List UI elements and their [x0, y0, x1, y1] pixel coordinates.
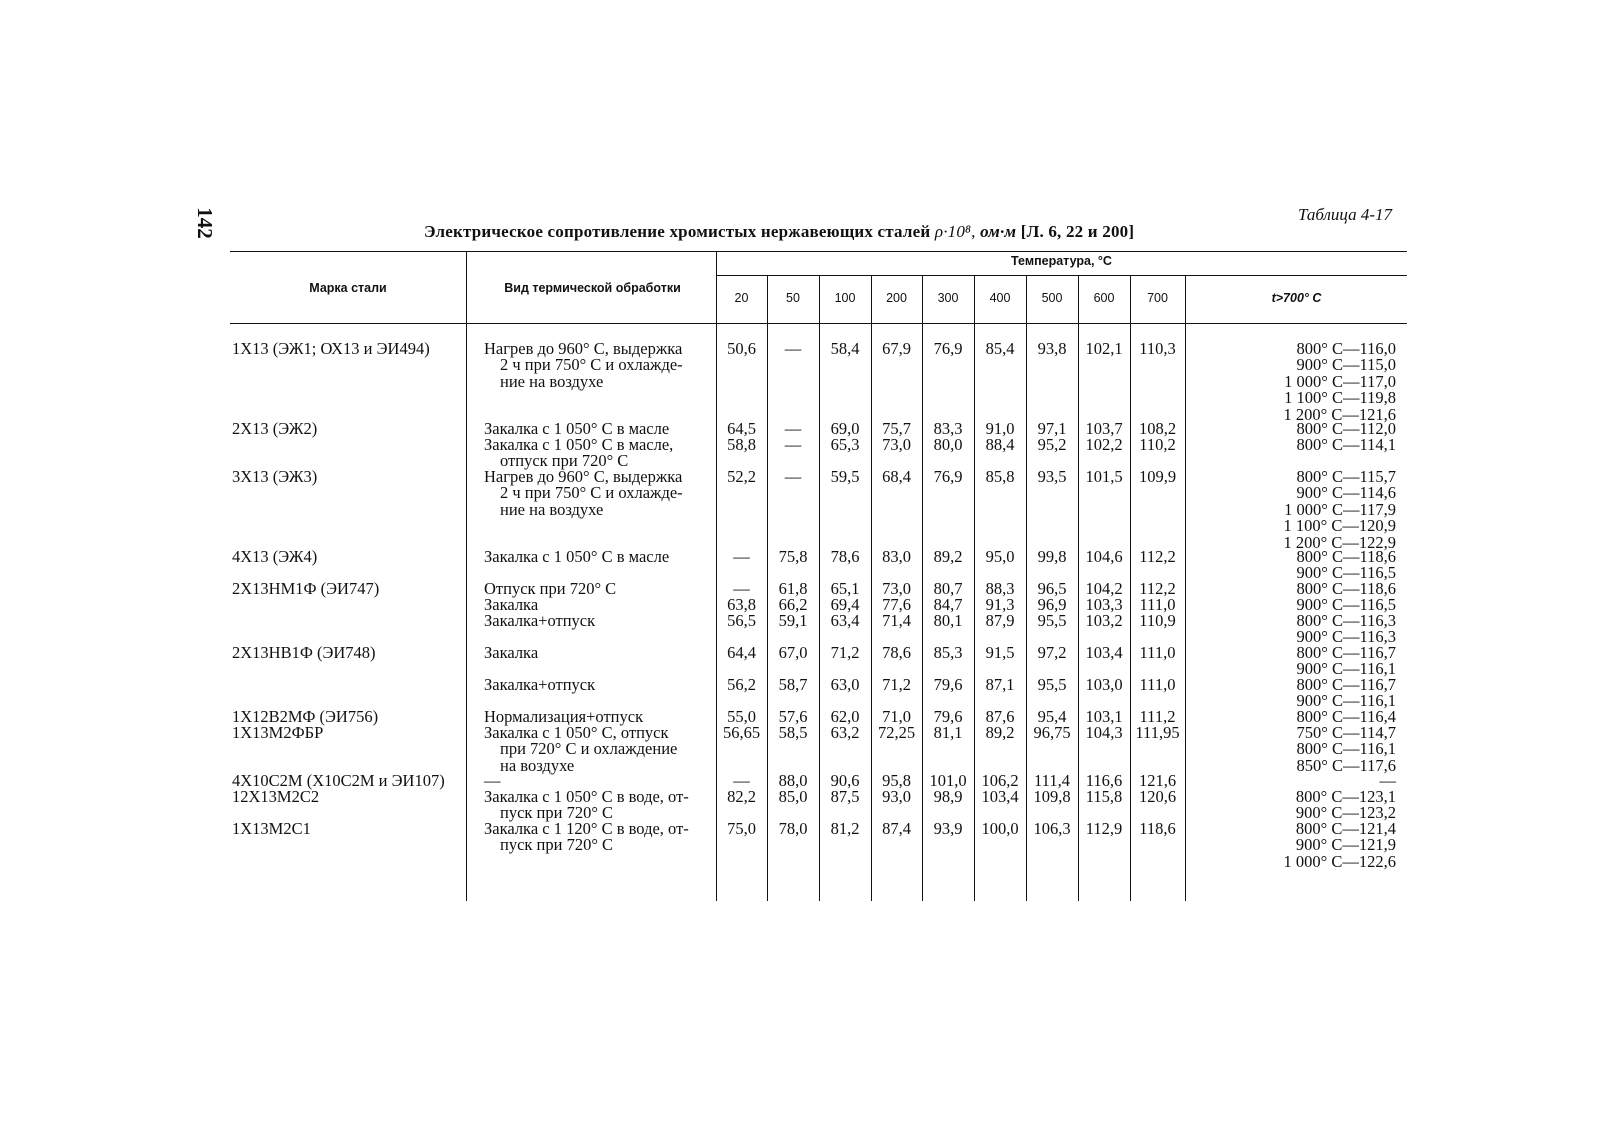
heat-treatment: Закалка с 1 050° С, отпуск при 720° С и охлаждение на воздухе: [484, 723, 678, 775]
value-600: 101,5: [1085, 467, 1123, 486]
high-temp-values: 900° С—116,5: [1296, 595, 1396, 614]
value-700: 110,3: [1139, 339, 1176, 358]
value-100: 90,6: [830, 771, 860, 790]
header-temp-100: 100: [834, 291, 856, 305]
value-300: 76,9: [933, 339, 963, 358]
value-50: 67,0: [778, 643, 808, 662]
value-50: 61,8: [778, 579, 808, 598]
value-600: 104,6: [1085, 547, 1123, 566]
title-symbol: ρ·10⁸,: [934, 222, 976, 241]
value-600: 102,1: [1085, 339, 1123, 358]
page-number: 142: [193, 207, 218, 239]
value-600: 104,3: [1085, 723, 1123, 742]
value-300: 93,9: [933, 819, 963, 838]
value-20: 52,2: [727, 467, 756, 486]
value-200: 71,2: [882, 675, 911, 694]
value-200: 68,4: [882, 467, 911, 486]
value-100: 63,4: [830, 611, 860, 630]
value-20: 63,8: [727, 595, 756, 614]
heat-treatment: Закалка с 1 050° С в воде, от- пуск при 720° С: [484, 787, 689, 823]
value-600: 115,8: [1085, 787, 1123, 806]
high-temp-values: —: [1379, 771, 1396, 790]
heat-treatment: Закалка с 1 050° С в масле, отпуск при 720° С: [484, 435, 674, 471]
header-temperature: Температура, °С: [1011, 254, 1112, 268]
steel-grade: 4Х13 (ЭЖ4): [232, 547, 318, 566]
value-50: —: [784, 339, 802, 358]
header-temp-500: 500: [1041, 291, 1063, 305]
value-50: 85,0: [778, 787, 808, 806]
value-100: 78,6: [830, 547, 860, 566]
steel-grade: 2Х13 (ЭЖ2): [232, 419, 318, 438]
value-100: 62,0: [830, 707, 860, 726]
value-20: 56,65: [722, 723, 761, 742]
header-temp-200: 200: [886, 291, 907, 305]
heat-treatment: Закалка+отпуск: [484, 611, 596, 630]
value-300: 98,9: [933, 787, 963, 806]
value-50: 57,6: [778, 707, 808, 726]
heat-treatment: Закалка с 1 120° С в воде, от- пуск при 720° С: [484, 819, 689, 855]
value-20: 82,2: [727, 787, 756, 806]
value-20: 55,0: [727, 707, 756, 726]
header-treatment: Вид термической обработки: [504, 281, 681, 295]
value-50: 66,2: [778, 595, 808, 614]
value-200: 93,0: [882, 787, 911, 806]
high-temp-values: 800° С—114,1: [1296, 435, 1396, 454]
value-500: 99,8: [1037, 547, 1067, 566]
value-20: —: [733, 579, 750, 598]
header-temp-700: 700: [1147, 291, 1168, 305]
value-500: 97,1: [1037, 419, 1067, 438]
value-100: 87,5: [830, 787, 860, 806]
steel-grade: 1Х13М2С1: [232, 819, 311, 838]
table-title: [424, 222, 1134, 242]
value-400: 87,6: [985, 707, 1015, 726]
table-label: Таблица 4-17: [1298, 205, 1392, 224]
value-700: 111,95: [1135, 723, 1180, 742]
value-700: 108,2: [1138, 419, 1177, 438]
value-200: 75,7: [882, 419, 911, 438]
value-20: 64,5: [727, 419, 756, 438]
value-50: 88,0: [778, 771, 808, 790]
value-100: 71,2: [830, 643, 860, 662]
steel-grade: 1Х12В2МФ (ЭИ756): [232, 707, 379, 726]
value-300: 80,0: [933, 435, 963, 454]
title-unit: ом·м: [980, 222, 1017, 241]
value-600: 104,2: [1085, 579, 1123, 598]
high-temp-values: 800° С—116,7 900° С—116,1: [1296, 675, 1396, 711]
value-200: 73,0: [882, 579, 911, 598]
high-temp-values: 800° С—112,0: [1296, 419, 1396, 438]
value-200: 78,6: [882, 643, 911, 662]
value-400: 85,8: [985, 467, 1015, 486]
value-200: 73,0: [882, 435, 911, 454]
value-500: 96,9: [1037, 595, 1067, 614]
steel-grade: 4Х10С2М (Х10С2М и ЭИ107): [232, 771, 445, 790]
value-400: 100,0: [981, 819, 1019, 838]
value-400: 91,0: [985, 419, 1015, 438]
resistance-table: [230, 251, 1407, 927]
value-300: 81,1: [933, 723, 963, 742]
heat-treatment: Закалка: [484, 643, 539, 662]
value-600: 103,4: [1085, 643, 1123, 662]
value-700: 111,0: [1139, 595, 1176, 614]
value-200: 83,0: [882, 547, 911, 566]
high-temp-values: 800° С—115,7 900° С—114,6 1 000° С—117,9 1 100° С—120,9 1 200° С—122,9: [1283, 467, 1396, 552]
value-600: 116,6: [1085, 771, 1123, 790]
title-refs: [Л. 6, 22 и 200]: [1020, 222, 1135, 241]
value-50: —: [784, 435, 802, 454]
heat-treatment: Отпуск при 720° С: [484, 579, 617, 598]
value-50: 75,8: [778, 547, 808, 566]
header-steel: Марка стали: [309, 281, 387, 295]
value-100: 69,4: [830, 595, 860, 614]
value-700: 111,0: [1139, 643, 1176, 662]
value-500: 97,2: [1037, 643, 1067, 662]
value-20: 58,8: [727, 435, 756, 454]
heat-treatment: —: [484, 771, 501, 790]
heat-treatment: Нагрев до 960° С, выдержка 2 ч при 750° С и охлажде- ние на воздухе: [484, 467, 683, 519]
value-400: 91,3: [985, 595, 1015, 614]
steel-grade: 1Х13 (ЭЖ1; ОХ13 и ЭИ494): [232, 339, 430, 358]
value-300: 84,7: [933, 595, 963, 614]
value-100: 81,2: [830, 819, 860, 838]
value-50: —: [784, 467, 802, 486]
high-temp-values: 800° С—116,4: [1296, 707, 1396, 726]
value-100: 69,0: [830, 419, 860, 438]
value-200: 67,9: [882, 339, 911, 358]
value-200: 87,4: [882, 819, 911, 838]
value-400: 88,4: [985, 435, 1015, 454]
value-400: 91,5: [985, 643, 1015, 662]
high-temp-values: 800° С—116,7 900° С—116,1: [1296, 643, 1396, 679]
value-50: 59,1: [778, 611, 808, 630]
value-600: 102,2: [1085, 435, 1123, 454]
header-temp-400: 400: [989, 291, 1011, 305]
value-700: 112,2: [1139, 579, 1176, 598]
value-300: 76,9: [933, 467, 963, 486]
value-600: 103,0: [1085, 675, 1123, 694]
value-400: 87,9: [985, 611, 1015, 630]
value-400: 89,2: [985, 723, 1015, 742]
heat-treatment: Закалка+отпуск: [484, 675, 596, 694]
value-20: —: [733, 771, 750, 790]
value-700: 120,6: [1138, 787, 1177, 806]
high-temp-values: 800° С—121,4 900° С—121,9 1 000° С—122,6: [1283, 819, 1396, 871]
heat-treatment: Закалка с 1 050° С в масле: [484, 419, 670, 438]
heat-treatment: Нормализация+отпуск: [484, 707, 644, 726]
value-200: 95,8: [882, 771, 911, 790]
value-500: 93,5: [1037, 467, 1067, 486]
high-temp-values: 800° С—123,1 900° С—123,2: [1295, 787, 1396, 823]
value-200: 72,25: [877, 723, 916, 742]
header-high-temp: t>700° C: [1271, 291, 1322, 305]
value-20: —: [733, 547, 750, 566]
value-300: 85,3: [933, 643, 963, 662]
high-temp-values: 800° С—118,6 900° С—116,5: [1296, 547, 1396, 583]
steel-grade: 3Х13 (ЭЖ3): [232, 467, 318, 486]
header-temp-50: 50: [786, 291, 800, 305]
value-20: 56,2: [727, 675, 756, 694]
heat-treatment: Закалка с 1 050° С в масле: [484, 547, 670, 566]
value-700: 109,9: [1138, 467, 1177, 486]
header-temp-600: 600: [1093, 291, 1115, 305]
steel-grade: 2Х13НВ1Ф (ЭИ748): [232, 643, 376, 662]
column-rule: [466, 251, 467, 901]
rule-top: [230, 251, 1407, 252]
value-500: 96,75: [1033, 723, 1071, 742]
value-300: 101,0: [929, 771, 967, 790]
value-600: 103,2: [1085, 611, 1123, 630]
value-50: 58,7: [778, 675, 808, 694]
value-300: 80,7: [933, 579, 963, 598]
value-100: 63,2: [830, 723, 860, 742]
value-400: 85,4: [985, 339, 1015, 358]
value-20: 64,4: [727, 643, 756, 662]
high-temp-values: 800° С—116,3 900° С—116,3: [1296, 611, 1396, 647]
value-500: 93,8: [1037, 339, 1067, 358]
value-400: 88,3: [985, 579, 1015, 598]
value-300: 79,6: [933, 675, 963, 694]
value-600: 103,3: [1085, 595, 1123, 614]
value-100: 59,5: [830, 467, 860, 486]
value-100: 65,3: [830, 435, 860, 454]
value-700: 110,2: [1139, 435, 1176, 454]
value-400: 95,0: [985, 547, 1015, 566]
value-700: 111,0: [1139, 675, 1176, 694]
value-20: 56,5: [727, 611, 756, 630]
value-300: 89,2: [933, 547, 963, 566]
value-20: 75,0: [727, 819, 756, 838]
value-400: 103,4: [981, 787, 1019, 806]
value-700: 110,9: [1139, 611, 1176, 630]
value-400: 106,2: [981, 771, 1019, 790]
header-temp-20: 20: [734, 291, 749, 305]
high-temp-values: 750° С—114,7 800° С—116,1 850° С—117,6: [1296, 723, 1396, 775]
value-300: 80,1: [933, 611, 963, 630]
value-20: 50,6: [727, 339, 756, 358]
value-200: 71,4: [882, 611, 911, 630]
steel-grade: 1Х13М2ФБР: [232, 723, 324, 742]
value-500: 95,4: [1037, 707, 1067, 726]
value-50: —: [784, 419, 802, 438]
value-200: 71,0: [882, 707, 911, 726]
steel-grade: 12Х13М2С2: [232, 787, 320, 806]
value-100: 65,1: [830, 579, 860, 598]
value-500: 106,3: [1033, 819, 1071, 838]
value-500: 111,4: [1034, 771, 1070, 790]
value-700: 118,6: [1139, 819, 1176, 838]
value-600: 103,1: [1085, 707, 1123, 726]
value-500: 95,5: [1037, 611, 1067, 630]
heat-treatment: Нагрев до 960° С, выдержка 2 ч при 750° С и охлажде- ние на воздухе: [484, 339, 683, 391]
header-temp-300: 300: [937, 291, 959, 305]
value-500: 95,2: [1037, 435, 1067, 454]
heat-treatment: Закалка: [484, 595, 539, 614]
value-700: 111,2: [1139, 707, 1176, 726]
value-600: 112,9: [1085, 819, 1123, 838]
value-100: 63,0: [830, 675, 860, 694]
value-300: 83,3: [933, 419, 963, 438]
value-600: 103,7: [1085, 419, 1123, 438]
value-50: 58,5: [778, 723, 808, 742]
value-100: 58,4: [830, 339, 860, 358]
value-700: 112,2: [1139, 547, 1176, 566]
high-temp-values: 800° С—118,6: [1296, 579, 1396, 598]
value-500: 96,5: [1037, 579, 1067, 598]
value-200: 77,6: [882, 595, 911, 614]
high-temp-values: 800° С—116,0 900° С—115,0 1 000° С—117,0 1 100° С—119,8 1 200° С—121,6: [1283, 339, 1396, 424]
column-rule: [1185, 275, 1186, 901]
value-500: 109,8: [1033, 787, 1071, 806]
value-300: 79,6: [933, 707, 963, 726]
value-500: 95,5: [1037, 675, 1067, 694]
value-700: 121,6: [1138, 771, 1177, 790]
title-main: Электрическое сопротивление хромистых нержавеющих сталей: [424, 222, 931, 241]
steel-grade: 2Х13НМ1Ф (ЭИ747): [232, 579, 380, 598]
value-50: 78,0: [778, 819, 808, 838]
value-400: 87,1: [985, 675, 1015, 694]
